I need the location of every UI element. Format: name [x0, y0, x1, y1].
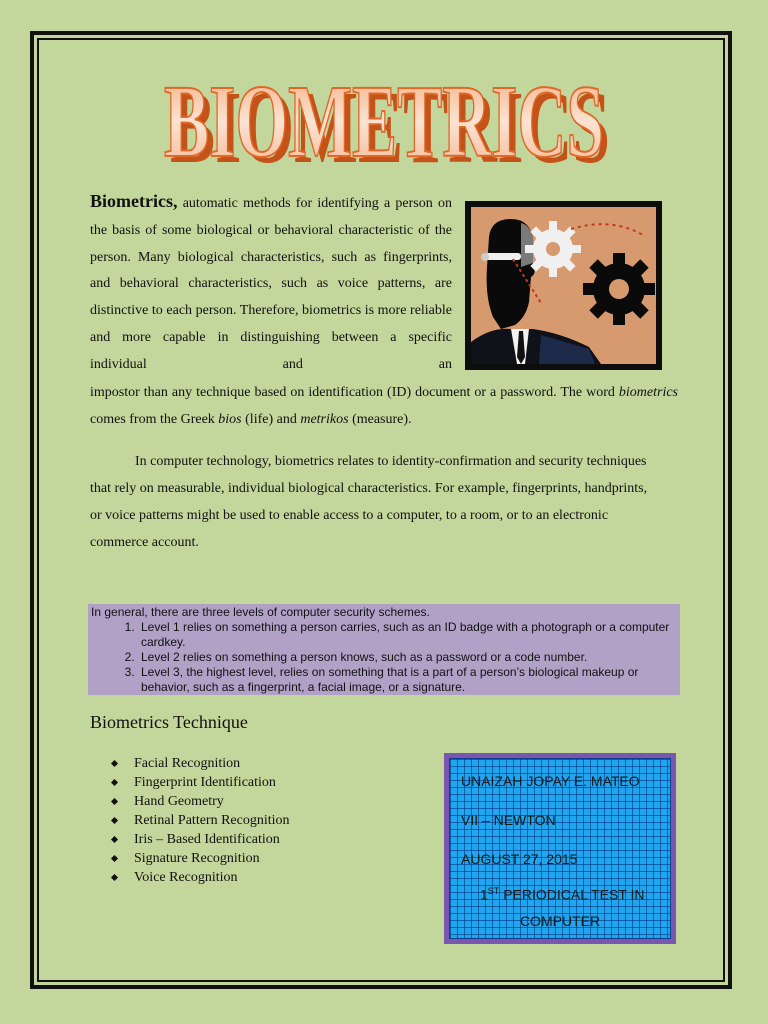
technique-label: Iris – Based Identification	[134, 832, 280, 847]
test-date: AUGUST 27, 2015	[461, 851, 578, 867]
test-title-line2: COMPUTER	[519, 913, 601, 929]
page-title: BIOMETRICS	[164, 66, 604, 176]
intro-lead: Biometrics,	[90, 191, 178, 211]
list-item	[112, 754, 290, 773]
techniques-list	[112, 754, 290, 887]
list-item	[112, 830, 290, 849]
security-levels-box	[88, 604, 680, 695]
diamond-bullet-icon	[111, 855, 118, 862]
student-section: VII – NEWTON	[461, 812, 556, 828]
intro-paragraph-top	[90, 188, 452, 379]
diamond-bullet-icon	[111, 779, 118, 786]
levels-intro: In general, there are three levels of computer security schemes.	[91, 605, 430, 619]
title-wordart	[158, 66, 618, 176]
level-item: 3. Level 3, the highest level, relies on something that is a part of a person’s biological makeup or behavior, such as a fingerprint, a facial image, or a signature.	[138, 665, 677, 695]
paragraph2-text: In computer technology, biometrics relates to identity-confirmation and security techniques that rely on measurable, individual biological characteristics. For example, fingerprints, handprints, or voice patterns might be used to enable access to a computer, to a room, or to an electronic commerce account.	[90, 454, 648, 550]
list-item	[112, 792, 290, 811]
technique-label: Signature Recognition	[134, 851, 260, 866]
technique-label: Hand Geometry	[134, 794, 224, 809]
intro-paragraph-bottom	[90, 380, 678, 434]
word-metrikos: metrikos	[300, 411, 349, 427]
intro-text-3: comes from the Greek	[90, 411, 219, 427]
list-item	[112, 811, 290, 830]
test-number: 1	[480, 886, 488, 903]
test-title-text: PERIODICAL TEST IN	[499, 886, 645, 903]
level-item: 2. Level 2 relies on something a person knows, such as a password or a code number.	[138, 650, 677, 665]
student-name: UNAIZAH JOPAY E. MATEO	[461, 773, 640, 789]
list-item	[112, 849, 290, 868]
technique-label: Facial Recognition	[134, 756, 241, 771]
word-biometrics: biometrics	[618, 385, 678, 400]
diamond-bullet-icon	[111, 817, 118, 824]
test-title-line1	[480, 886, 645, 903]
technique-label: Fingerprint Identification	[134, 775, 276, 790]
title-shadow: BIOMETRICS	[170, 70, 610, 176]
list-item	[112, 868, 290, 887]
levels-list	[91, 620, 677, 695]
biometrics-illustration	[465, 201, 662, 370]
student-info-card	[444, 753, 676, 944]
list-item	[112, 773, 290, 792]
diamond-bullet-icon	[111, 798, 118, 805]
intro-text-1: automatic methods for identifying a person on the basis of some biological or behavioral characteristic of the person. Many biological characteristics, such as fingerprints, and behavioral characteristics, such as voice patterns, are distinctive to each person. Therefore, biometrics is more reliable and more capable in distinguishing between a specific individual and an	[90, 196, 452, 372]
student-info-card-inner	[449, 758, 671, 939]
diamond-bullet-icon	[111, 874, 118, 881]
level-item: 1. Level 1 relies on something a person carries, such as an ID badge with a photograph or a computer cardkey.	[138, 620, 677, 650]
techniques-heading: Biometrics Technique	[90, 712, 248, 732]
word-bios: bios	[218, 411, 242, 427]
technique-label: Retinal Pattern Recognition	[134, 813, 290, 828]
intro-text-2: impostor than any technique based on identification (ID) document or a password. The word	[90, 385, 619, 400]
test-suffix: ST	[487, 886, 500, 896]
technique-label: Voice Recognition	[134, 870, 238, 885]
computer-technology-paragraph	[90, 448, 650, 556]
diamond-bullet-icon	[111, 836, 118, 843]
intro-text-4: (life) and	[241, 411, 301, 427]
diamond-bullet-icon	[111, 760, 118, 767]
intro-text-5: (measure).	[348, 411, 412, 427]
